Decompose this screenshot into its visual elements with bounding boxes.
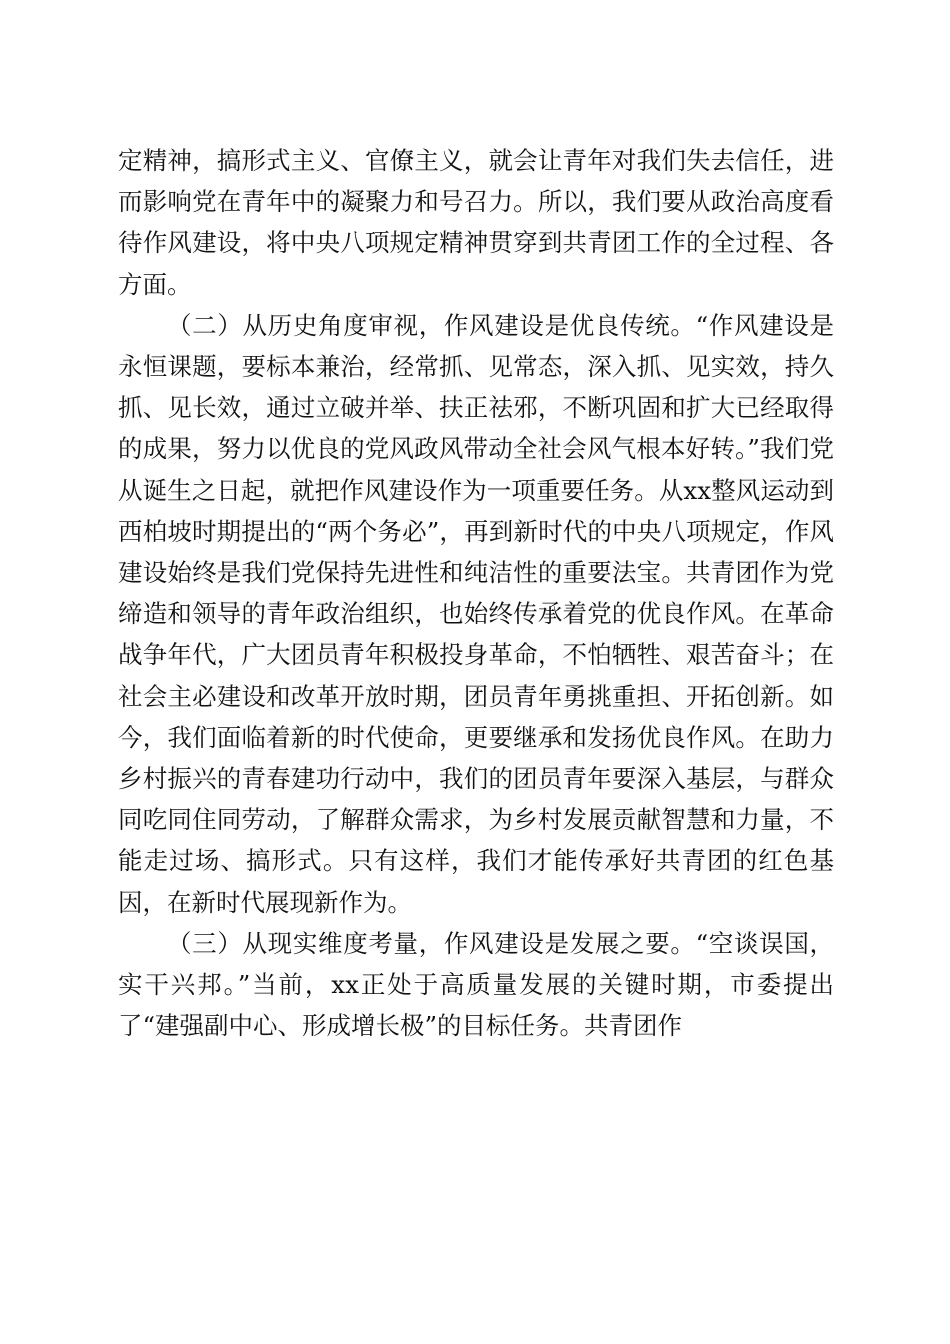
paragraph-section-three: （三）从现实维度考量，作风建设是发展之要。“空谈误国，实干兴邦。”当前，xx正处于高质量发展的关键时期，市委提出了“建强副中心、形成增长极”的目标任务。共青团作 [118, 928, 834, 1041]
document-body [118, 140, 834, 1046]
paragraph-section-two: （二）从历史角度审视，作风建设是优良传统。“作风建设是永恒课题，要标本兼治，经常抓、见常态，深入抓、见实效，持久抓、见长效，通过立破并举、扶正祛邪，不断巩固和扩大已经取得的成果，努力以优良的党风政风带动全社会风气根本好转。”我们党从诞生之日起，就把作风建设作为一项重要任务。从xx整风运动到西柏坡时期提出的“两个务必”，再到新时代的中央八项规定，作风建设始终是我们党保持先进性和纯洁性的重要法宝。共青团作为党缔造和领导的青年政治组织，也始终传承着党的优良作风。在革命战争年代，广大团员青年积极投身革命，不怕牺牲、艰苦奋斗；在社会主必建设和改革开放时期，团员青年勇挑重担、开拓创新。如今，我们面临着新的时代使命，更要继承和发扬优良作风。在助力乡村振兴的青春建功行动中，我们的团员青年要深入基层，与群众同吃同住同劳动，了解群众需求，为乡村发展贡献智慧和力量，不能走过场、搞形式。只有这样，我们才能传承好共青团的红色基因，在新时代展现新作为。 [118, 310, 834, 917]
paragraph-continuation: 定精神，搞形式主义、官僚主义，就会让青年对我们失去信任，进而影响党在青年中的凝聚力和号召力。所以，我们要从政治高度看待作风建设，将中央八项规定精神贯穿到共青团工作的全过程、各方面。 [118, 146, 834, 299]
